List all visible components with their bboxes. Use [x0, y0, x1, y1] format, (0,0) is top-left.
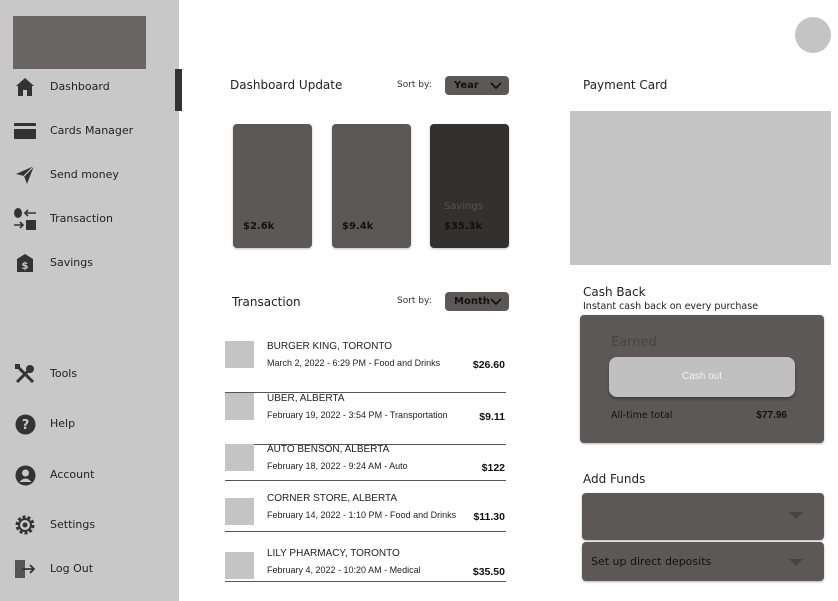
sidebar-item-tools[interactable]	[0, 358, 179, 390]
transaction-amount: $26.60	[472, 359, 505, 371]
sidebar-item-send-money[interactable]	[0, 159, 179, 191]
stat-card[interactable]	[332, 124, 411, 248]
account-icon	[13, 464, 37, 486]
transaction-merchant: UBER, ALBERTA	[267, 393, 345, 404]
transaction-row[interactable]	[225, 493, 506, 532]
home-icon	[13, 76, 37, 98]
alltime-label: All-time total	[611, 410, 673, 421]
merchant-thumbnail	[225, 498, 254, 525]
dashboard-title: Dashboard Update	[230, 78, 343, 92]
direct-deposit-select[interactable]	[582, 542, 824, 581]
dashboard-sort-value: Year	[454, 80, 479, 91]
merchant-thumbnail	[225, 393, 254, 420]
merchant-thumbnail	[225, 552, 254, 579]
transaction-merchant: AUTO BENSON, ALBERTA	[267, 444, 390, 455]
sidebar-item-label: Dashboard	[50, 80, 110, 93]
payment-card-title: Payment Card	[583, 78, 668, 92]
merchant-thumbnail	[225, 341, 254, 368]
card-icon	[13, 120, 37, 142]
sidebar-item-help[interactable]	[0, 408, 179, 440]
help-icon	[13, 413, 37, 435]
savings-icon	[13, 252, 37, 274]
transaction-amount: $35.50	[472, 566, 505, 578]
add-funds-option-label: Set up direct deposits	[591, 555, 712, 568]
sidebar-item-transaction[interactable]	[0, 203, 179, 235]
sidebar	[0, 0, 179, 601]
transaction-row[interactable]	[225, 444, 506, 481]
transaction-merchant: CORNER STORE, ALBERTA	[267, 493, 398, 504]
earned-label: Earned	[611, 335, 657, 350]
sidebar-item-account[interactable]	[0, 459, 179, 491]
sidebar-item-cards-manager[interactable]	[0, 115, 179, 147]
sidebar-item-label: Tools	[50, 367, 78, 380]
transaction-details: March 2, 2022 - 6:29 PM - Food and Drinks	[267, 358, 441, 368]
svg-text:$: $	[21, 261, 29, 272]
svg-text:?: ?	[21, 417, 29, 433]
stat-card-value: $35.3k	[444, 221, 483, 232]
add-funds-title: Add Funds	[583, 472, 646, 486]
chevron-down-icon	[490, 79, 502, 98]
sidebar-item-savings[interactable]	[0, 247, 179, 279]
sidebar-item-label: Send money	[50, 168, 119, 181]
logo	[13, 16, 146, 69]
transaction-details: February 4, 2022 - 10:20 AM - Medical	[267, 565, 421, 575]
dropdown-arrow-icon	[789, 559, 803, 566]
avatar[interactable]	[795, 17, 831, 53]
sidebar-item-log-out[interactable]	[0, 553, 179, 585]
stat-card-value: $9.4k	[342, 221, 374, 232]
sidebar-item-label: Account	[50, 468, 95, 481]
stat-card[interactable]	[233, 124, 312, 248]
transaction-merchant: LILY PHARMACY, TORONTO	[267, 548, 400, 559]
transaction-amount: $11.30	[473, 511, 505, 523]
payment-card-image[interactable]	[570, 111, 831, 265]
sidebar-item-label: Savings	[50, 256, 93, 269]
transaction-title: Transaction	[232, 295, 301, 309]
merchant-thumbnail	[225, 444, 254, 471]
alltime-value: $77.96	[756, 410, 787, 421]
transaction-amount: $9.11	[479, 411, 505, 423]
transaction-sort-label: Sort by:	[397, 296, 432, 306]
dashboard-sort-select[interactable]	[445, 76, 509, 95]
send-icon	[13, 164, 37, 186]
sidebar-item-label: Settings	[50, 518, 96, 531]
cashback-subtitle: Instant cash back on every purchase	[583, 301, 759, 312]
transaction-details: February 19, 2022 - 3:54 PM - Transportation	[267, 410, 448, 420]
tools-icon	[13, 363, 37, 385]
sidebar-item-label: Cards Manager	[50, 124, 134, 137]
sidebar-item-dashboard[interactable]	[0, 71, 179, 103]
chevron-down-icon	[490, 295, 502, 314]
transaction-row[interactable]	[225, 548, 506, 582]
transaction-row[interactable]	[225, 341, 506, 393]
transaction-sort-select[interactable]	[445, 292, 509, 311]
savings-card[interactable]	[430, 124, 509, 248]
cashback-panel	[580, 315, 824, 443]
sidebar-item-label: Log Out	[50, 562, 94, 575]
transaction-icon	[13, 208, 37, 230]
transaction-details: February 18, 2022 - 9:24 AM - Auto	[267, 461, 408, 471]
sidebar-item-settings[interactable]	[0, 509, 179, 541]
sidebar-item-label: Help	[50, 417, 76, 430]
transaction-details: February 14, 2022 - 1:10 PM - Food and Drinks	[267, 510, 457, 520]
transaction-sort-value: Month	[454, 296, 490, 307]
active-indicator	[175, 69, 182, 111]
dashboard-sort-label: Sort by:	[397, 80, 432, 90]
cash-out-button[interactable]: Cash out	[609, 357, 795, 397]
settings-icon	[13, 514, 37, 536]
stat-card-value: $2.6k	[243, 221, 275, 232]
sidebar-item-label: Transaction	[50, 212, 113, 225]
add-funds-select[interactable]	[582, 493, 824, 540]
dropdown-arrow-icon	[789, 512, 803, 519]
stat-card-caption: Savings	[444, 201, 484, 212]
cashback-title: Cash Back	[583, 285, 646, 299]
transaction-merchant: BURGER KING, TORONTO	[267, 341, 393, 352]
transaction-amount: $122	[481, 462, 505, 474]
logout-icon	[13, 558, 37, 580]
transaction-row[interactable]	[225, 393, 506, 445]
